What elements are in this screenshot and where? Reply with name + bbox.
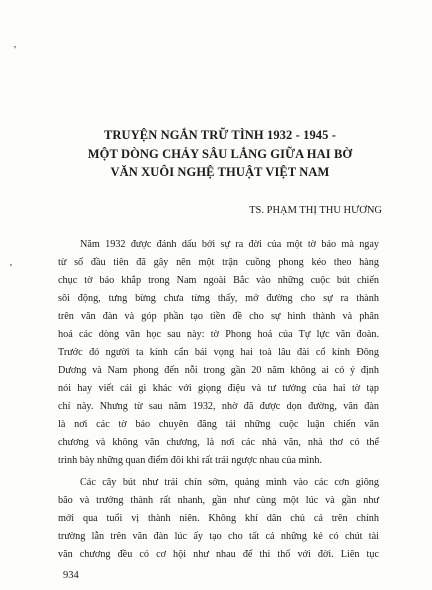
body-line: Trước đó người ta kính cẩn bái vọng hai toà lâu đài cổ kính Đông xyxy=(58,347,379,358)
body-line: là nơi các tờ báo chuyên đăng tải những cuộc luận chiến văn xyxy=(58,419,379,430)
body-line: chí này. Nhưng từ sau năm 1932, nhờ đã được dọn đường, văn đàn xyxy=(58,401,379,412)
page-number: 934 xyxy=(63,570,79,581)
article-title xyxy=(70,126,370,182)
body-line: sôi động, tưng bừng chưa từng thấy, mở đường cho sự ra thành xyxy=(58,293,379,304)
body-line: văn chương đều có cơ hội như nhau để thi thố với đời. Liên tục xyxy=(58,549,379,560)
body-line: trình bày những quan điểm đôi khi rất trái ngược nhau của mình. xyxy=(58,455,322,466)
margin-mark: ' xyxy=(10,262,12,274)
body-line: nói hay viết cái gì khác với giọng điệu và tư tưởng của hai tờ tạp xyxy=(58,383,379,394)
body-line: Năm 1932 được đánh dấu bởi sự ra đời của một tờ báo mà ngay xyxy=(80,239,379,250)
title-line: TRUYỆN NGẮN TRỮ TÌNH 1932 - 1945 - xyxy=(103,128,336,142)
body-line: mới qua tuổi vị thành niên. Không khí dân chủ cả trên chính xyxy=(58,513,379,524)
title-line: VĂN XUÔI NGHỆ THUẬT VIỆT NAM xyxy=(110,165,330,179)
body-line: từ số đầu tiên đã gây nên một trận cuồng phong kéo theo hàng xyxy=(58,257,379,268)
title-line: MỘT DÒNG CHẢY SÂU LẮNG GIỮA HAI BỜ xyxy=(87,146,353,161)
body-line: chương và không văn chương, là nơi các nhà văn, nhà thơ có thể xyxy=(58,437,379,448)
author-name: TS. PHẠM THỊ THU HƯƠNG xyxy=(249,205,382,216)
body-line: hoá các dòng văn học sau này: tờ Phong hoá của Tự lực văn đoàn. xyxy=(58,329,379,340)
body-line: chục tờ báo khắp trong Nam ngoài Bắc vào những cuộc bút chiến xyxy=(58,275,379,286)
body-line: bão và trưởng thành rất nhanh, gần như cùng một lúc và gần như xyxy=(58,495,379,506)
body-line: trường lẫn trên văn đàn lúc ấy tạo cho tất cả những kẻ có chút tài xyxy=(58,531,379,542)
body-line: Các cây bút như trái chín sớm, quảng mình vào các cơn giông xyxy=(80,477,379,488)
margin-mark: ' xyxy=(14,44,16,56)
body-line: trên văn đàn và góp phần tạo tiền đề cho sự hình thành và phân xyxy=(58,311,379,322)
body-line: Dương và Nam phong đến nỗi trong gần 20 năm không ai có ý định xyxy=(58,365,379,376)
